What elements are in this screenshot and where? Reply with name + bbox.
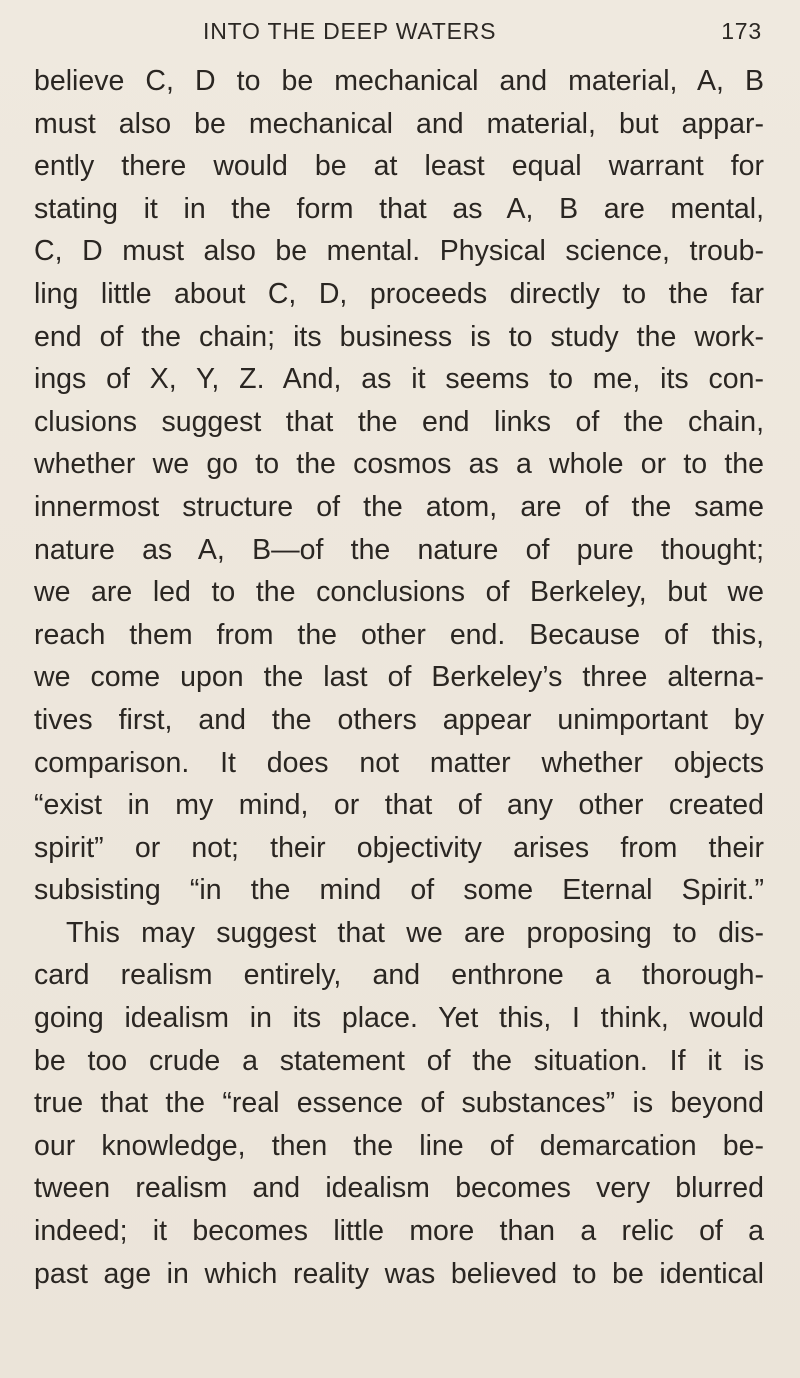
text-line: we are led to the conclusions of Berkeley, but we [34,576,764,609]
text-line: end of the chain; its business is to study the work- [34,320,764,353]
text-line: This may suggest that we are proposing to dis- [66,916,764,949]
text-line: spirit” or not; their objectivity arises from their [34,831,764,864]
text-line: indeed; it becomes little more than a relic of a [34,1215,764,1248]
text-line: nature as A, B—of the nature of pure thought; [34,533,764,566]
text-line: our knowledge, then the line of demarcation be- [34,1129,764,1162]
text-line: clusions suggest that the end links of the chain, [34,405,764,438]
text-line: stating it in the form that as A, B are mental, [34,192,764,225]
text-line: ling little about C, D, proceeds directly to the far [34,277,764,310]
body-text [34,60,764,1295]
text-line: comparison. It does not matter whether objects [34,746,764,779]
text-line: C, D must also be mental. Physical science, troub- [34,235,764,268]
text-line: tween realism and idealism becomes very blurred [34,1172,764,1205]
text-line: subsisting “in the mind of some Eternal Spirit.” [34,874,764,907]
text-line: reach them from the other end. Because of this, [34,618,764,651]
text-line: whether we go to the cosmos as a whole or to the [34,448,764,481]
text-line: ently there would be at least equal warrant for [34,150,764,183]
text-line: tives first, and the others appear unimportant by [34,703,764,736]
text-line: “exist in my mind, or that of any other created [34,789,764,822]
text-line: card realism entirely, and enthrone a thorough- [34,959,764,992]
text-line: be too crude a statement of the situation. If it is [34,1044,764,1077]
running-head [34,0,764,60]
text-line: going idealism in its place. Yet this, I think, would [34,1002,764,1035]
text-line: true that the “real essence of substances” is beyond [34,1087,764,1120]
text-line: past age in which reality was believed to be identical [34,1257,764,1290]
text-line: innermost structure of the atom, are of the same [34,490,764,523]
text-line: ings of X, Y, Z. And, as it seems to me, its con- [34,363,764,396]
text-line: must also be mechanical and material, but appar- [34,107,764,140]
running-title: INTO THE DEEP WATERS [203,18,497,44]
text-line: we come upon the last of Berkeley’s three alterna- [34,661,764,694]
text-line: believe C, D to be mechanical and material, A, B [34,65,764,97]
page-number: 173 [721,18,762,44]
